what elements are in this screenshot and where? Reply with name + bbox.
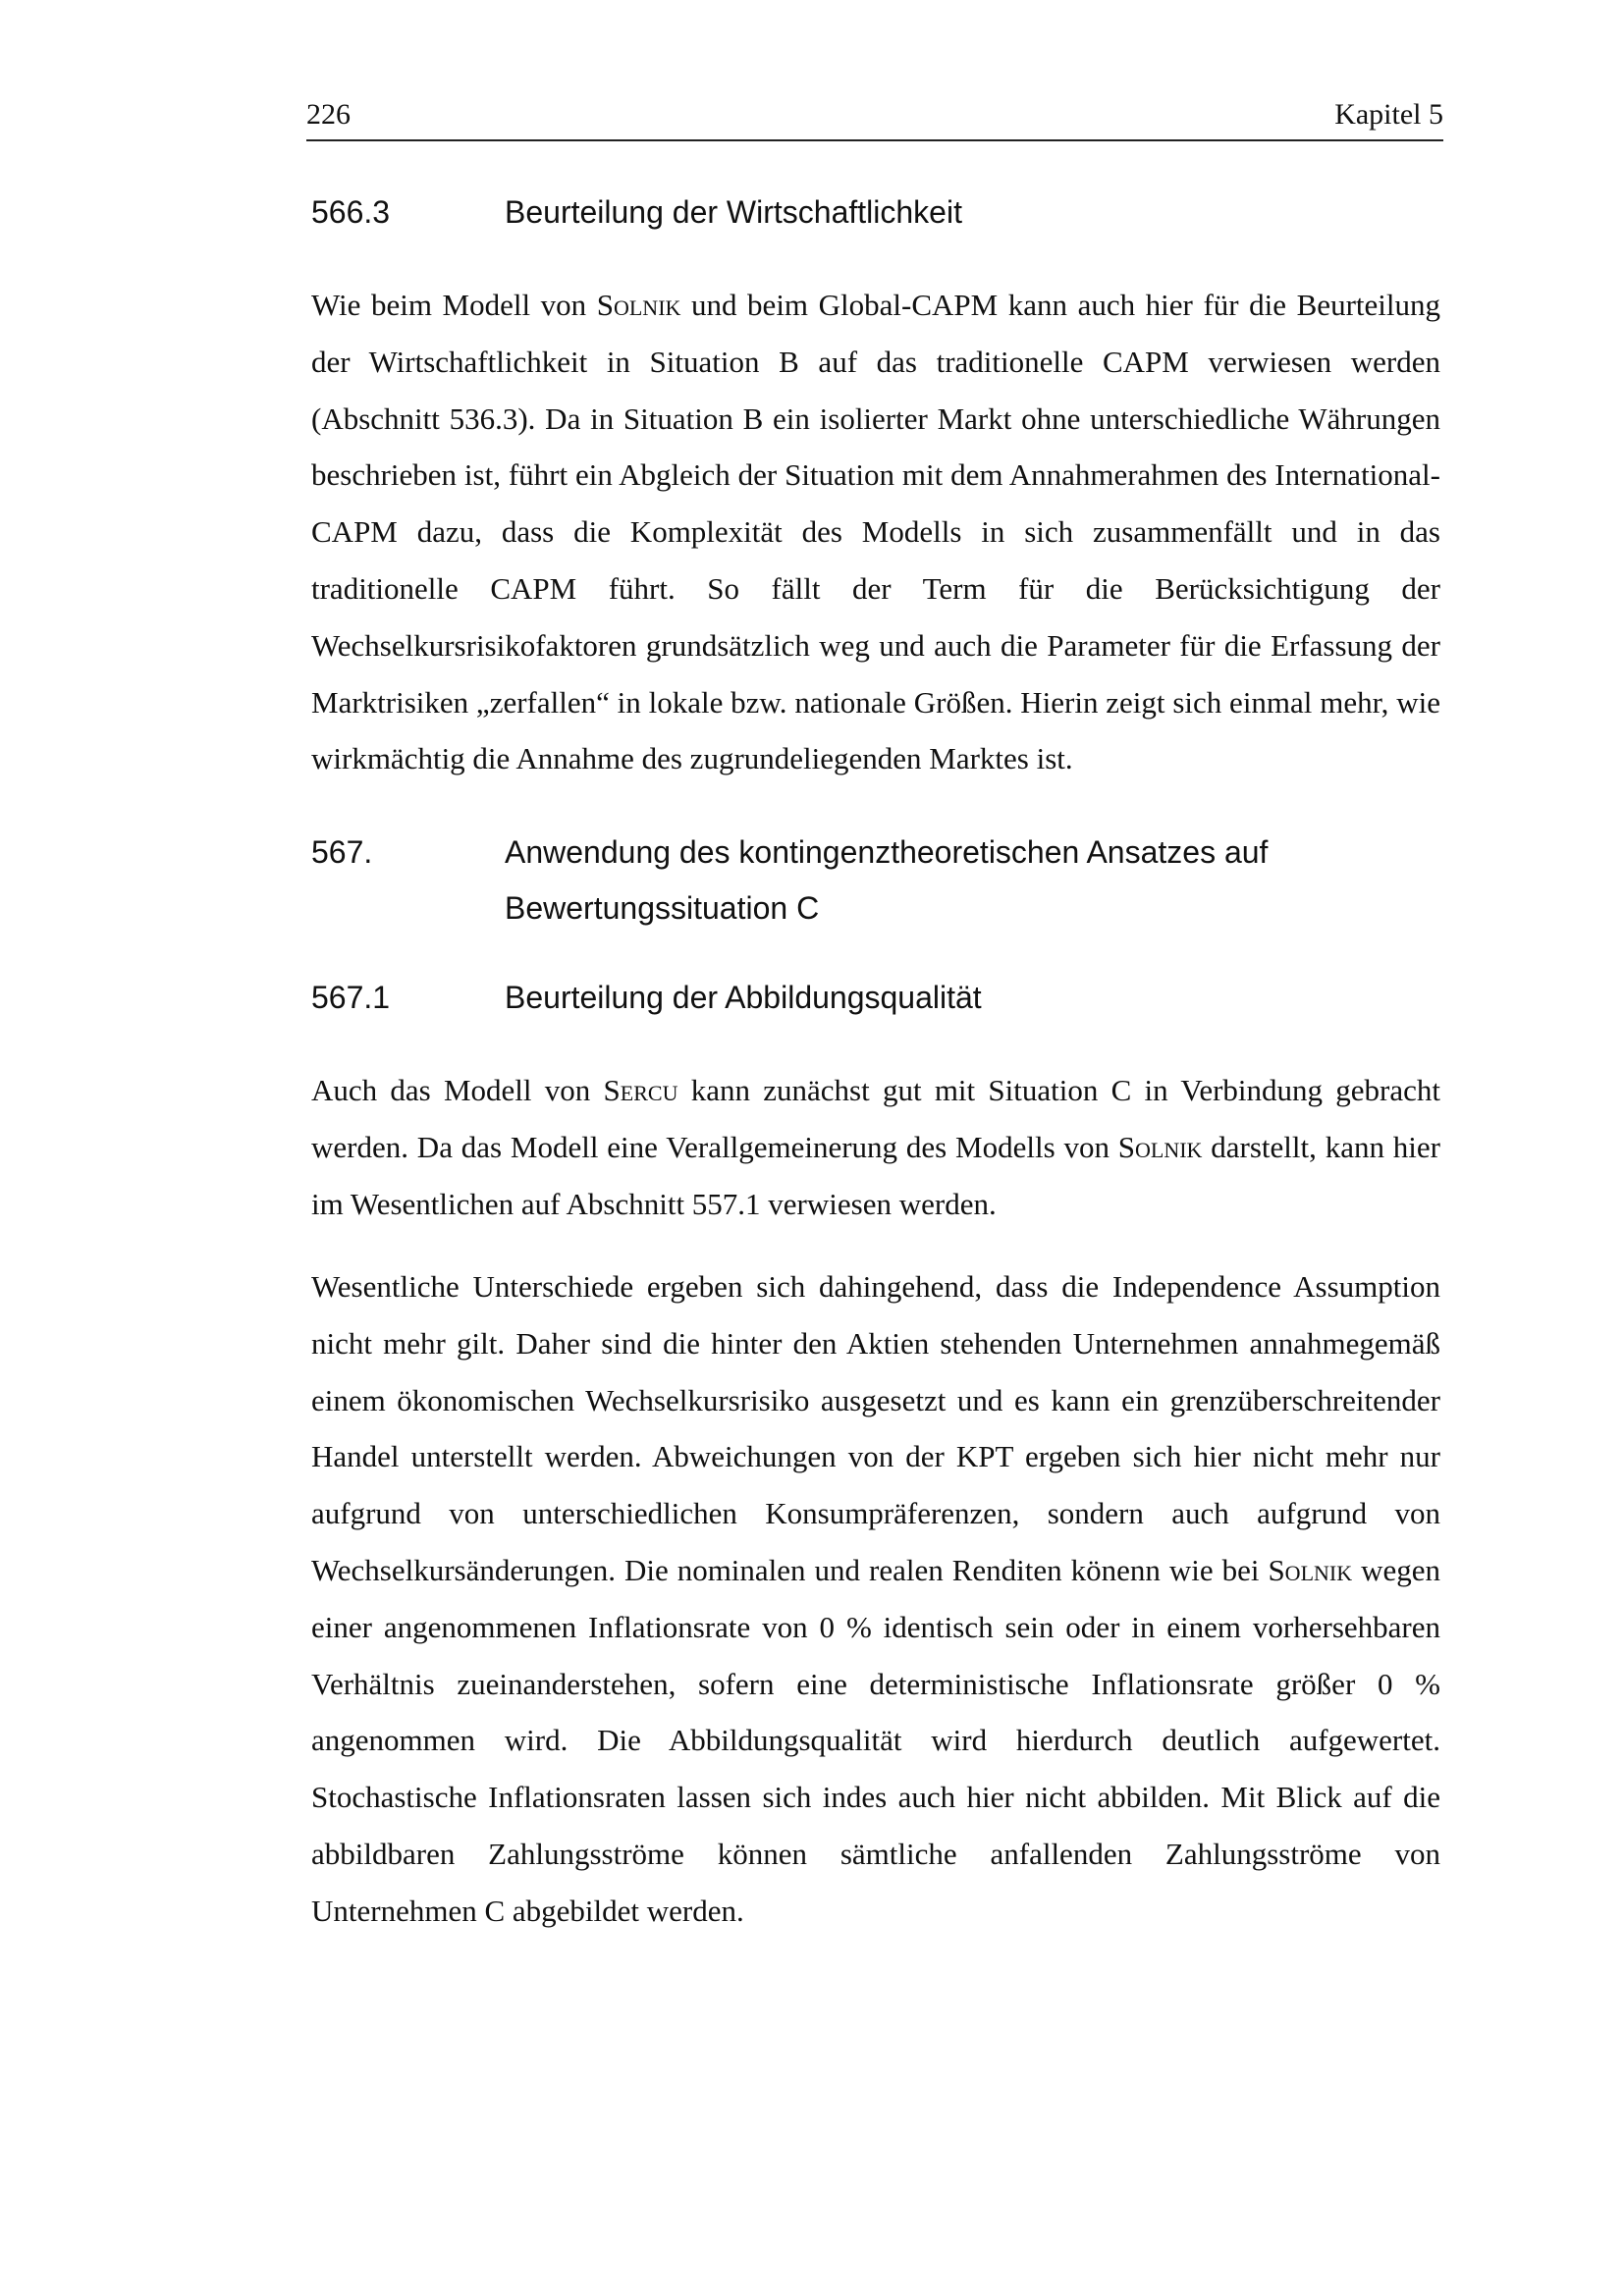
section-title: Beurteilung der Wirtschaftlichkeit: [505, 194, 962, 230]
text-run: und beim Global-CAPM kann auch hier für die Beurteilung der Wirtschaftlichkeit in Situation B auf das traditionelle CAPM verwiesen werden (Abschnitt 536.3). Da in Situation B ein isolierter Markt ohne unterschiedliche Währungen beschrieben ist, führt ein Abgleich der Situation mit dem Annahmerahmen des International-CAPM dazu, dass die Komplexität des Modells in sich zusammenfällt und in das traditionelle CAPM führt. So fällt der Term für die Berücksichtigung der Wechselkursrisikofaktoren grundsätzlich weg und auch die Parameter für die Erfassung der Marktrisiken „zerfallen“ in lokale bzw. nationale Größen. Hierin zeigt sich einmal mehr, wie wirkmächtig die Annahme des zugrundeliegenden Marktes ist.: [311, 288, 1440, 776]
text-run: Wie beim Modell von: [311, 288, 597, 322]
paragraph-text: [311, 1258, 1440, 1940]
section-number: 566.3: [311, 194, 391, 230]
page-number: 226: [306, 98, 351, 131]
chapter-label: Kapitel 5: [1334, 98, 1443, 131]
section-heading-567-1: [311, 970, 1440, 1026]
author-name-sercu: Sercu: [603, 1073, 678, 1107]
paragraph-abbildungsqualitaet-2: [311, 1258, 1440, 1940]
paragraph-wirtschaftlichkeit: [311, 277, 1440, 787]
text-run: kann zunächst gut mit Situation C in Verbindung gebracht werden. Da das Modell eine Verallgemeinerung des Modells von: [311, 1073, 1440, 1164]
author-name-solnik: Solnik: [1268, 1552, 1353, 1587]
paragraph-abbildungsqualitaet-1: [311, 1062, 1440, 1232]
section-number: 567.1: [311, 980, 391, 1015]
section-heading-566-3: [311, 185, 1440, 240]
section-heading-567: [311, 825, 1440, 936]
running-header: [306, 94, 1443, 141]
paragraph-text: [311, 277, 1440, 787]
text-run: darstellt, kann hier im Wesentlichen auf Abschnitt 557.1 verwiesen werden.: [311, 1129, 1440, 1221]
section-number: 567.: [311, 834, 373, 870]
section-title: Beurteilung der Abbildungsqualität: [505, 980, 982, 1015]
author-name-solnik: Solnik: [596, 288, 681, 322]
text-run: Auch das Modell von: [311, 1073, 604, 1107]
section-title: Anwendung des kontingenztheoretischen Ansatzes auf Bewertungssituation C: [505, 834, 1269, 926]
text-run: Wesentliche Unterschiede ergeben sich dahingehend, dass die Independence Assumption nicht mehr gilt. Daher sind die hinter den Aktien stehenden Unternehmen annahmegemäß einem ökonomischen Wechselkursrisiko ausgesetzt und es kann ein grenzüberschreitender Handel unterstellt werden. Abweichungen von der KPT ergeben sich hier nicht mehr nur aufgrund von unterschiedlichen Konsumpräferenzen, sondern auch aufgrund von Wechselkursänderungen. Die nominalen und realen Renditen könenn wie bei: [311, 1269, 1440, 1587]
paragraph-text: [311, 1062, 1440, 1232]
author-name-solnik: Solnik: [1117, 1129, 1203, 1164]
text-run: wegen einer angenommenen Inflationsrate von 0 % identisch sein oder in einem vorhersehbaren Verhältnis zueinanderstehen, sofern eine deterministische Inflationsrate größer 0 % angenommen wird. Die Abbildungsqualität wird hierdurch deutlich aufgewertet. Stochastische Inflationsraten lassen sich indes auch hier nicht abbilden. Mit Blick auf die abbildbaren Zahlungsströme können sämtliche anfallenden Zahlungsströme von Unternehmen C abgebildet werden.: [311, 1552, 1440, 1928]
